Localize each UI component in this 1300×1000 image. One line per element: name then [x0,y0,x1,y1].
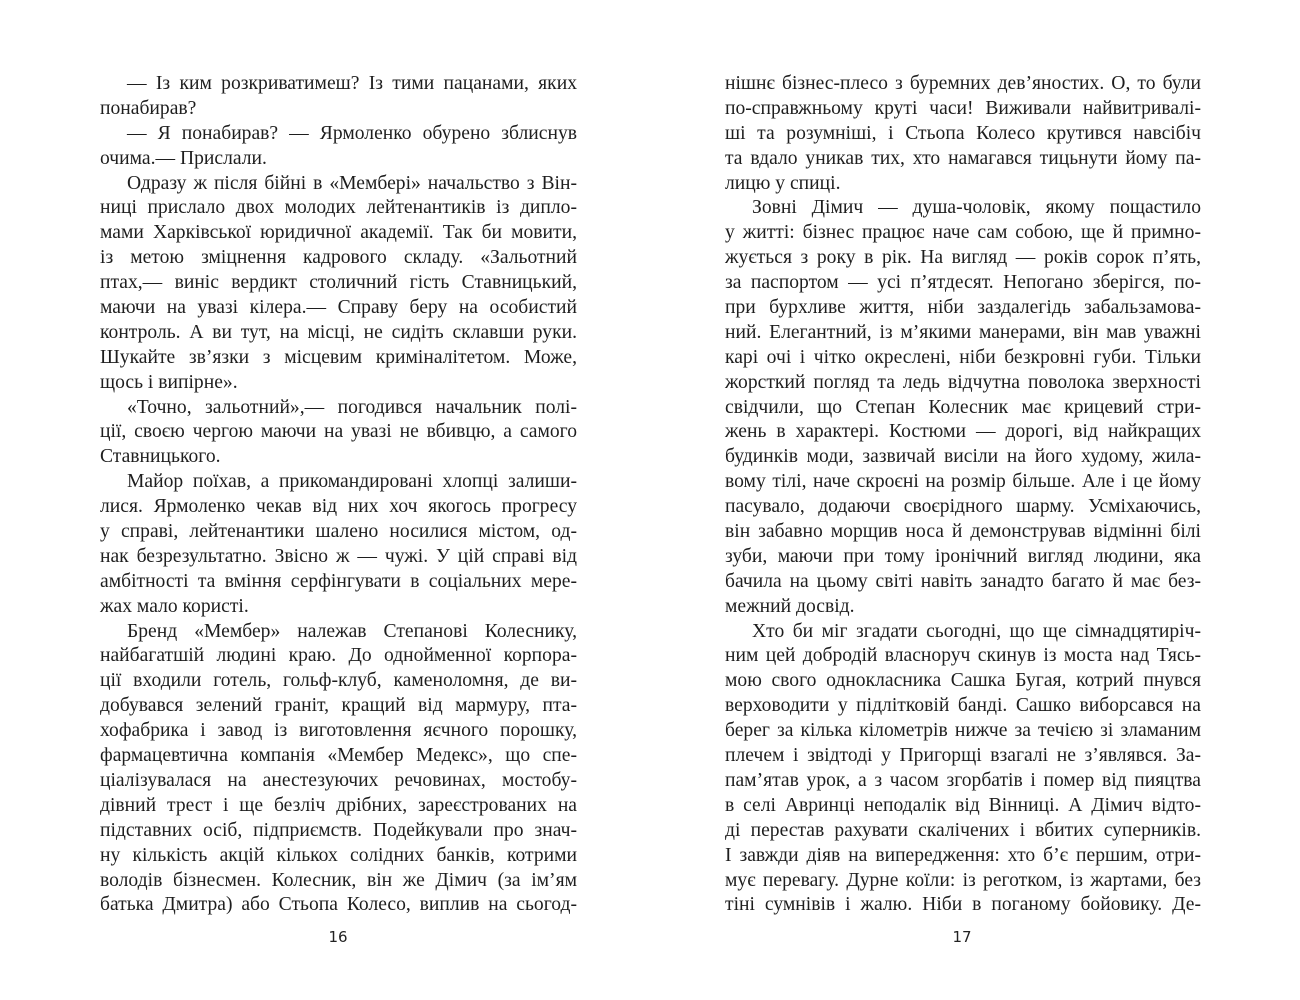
text-line: Зовні Дімич — душа-чоловік, якому пощастило [752,197,1201,219]
text-line: межний досвід. [725,595,855,617]
text-line: маючи на увазі кілера.— Справу беру на особистий [100,297,577,319]
text-line: тіні сумнівів і жалю. Ніби в поганому бойовику. Де- [725,894,1201,916]
text-line: амбітності та вміння серфінгувати в соціальних мере- [100,570,577,592]
text-line: підставних осіб, підприємств. Подейкували про знач- [100,819,577,841]
text-line: І завжди діяв на випередження: хто б’є першим, отри- [725,844,1201,866]
text-line: Майор поїхав, а прикомандировані хлопці залиши- [127,471,577,493]
text-line: птах,— виніс вердикт столичний гість Ставницький, [100,272,577,294]
text-line: ції входили готель, гольф-клуб, каменоломня, де ви- [100,670,577,692]
text-line: щось і випірне». [100,371,238,393]
text-line: мує перевагу. Дурне коїли: із реготком, із жартами, без [725,869,1201,891]
text-line: у житті: бізнес працює наче сам собою, ще й примно- [725,222,1201,244]
text-line: та вдало уникав тих, хто намагався тицьнути йому па- [725,147,1201,169]
page-number-left: 16 [328,928,348,946]
text-line: володів бізнесмен. Колесник, він же Дімич (за ім’ям [100,869,577,891]
right-page [650,0,1300,1000]
text-line: Бренд «Мембер» належав Степанові Колеснику, [127,620,577,642]
text-line: ші та розумніші, і Стьопа Колесо крутився навсібіч [725,122,1201,144]
text-line: лицю у спиці. [725,172,841,194]
text-line: будинків моди, зазвичай висіли на його худому, жила- [725,446,1201,468]
text-line: ниці прислало двох молодих лейтенантиків із дипло- [100,197,577,219]
text-line: лися. Ярмоленко чекав від них хоч якогось прогресу [100,496,577,518]
text-line: фармацевтична компанія «Мембер Медекс», що спе- [100,745,577,767]
text-line: хофабрика і завод із виготовлення яєчного порошку, [100,720,577,742]
text-line: нак безрезультатно. Звісно ж — чужі. У цій справі від [100,545,577,567]
text-line: пам’ятав урок, а з часом згорбатів і помер від пияцтва [725,769,1201,791]
left-page-body-text [100,72,577,918]
text-line: в селі Авринці неподалік від Вінниці. А Дімич відто- [725,794,1201,816]
text-line: понабирав? [100,97,197,119]
text-line: свідчили, що Степан Колесник має крицевий стри- [725,396,1201,418]
text-line: Хто би міг згадати сьогодні, що ще сімнадцятиріч- [752,620,1201,642]
text-line: у справі, лейтенантики шалено носилися містом, од- [100,521,577,543]
text-line: бачила на цьому світі навіть занадто багато й має без- [725,570,1201,592]
text-line: із метою зміцнення кадрового складу. «Зальотний [100,247,577,269]
text-line: Ставницького. [100,446,221,468]
text-line: ді перестав рахувати скалічених і вбитих суперників. [725,819,1201,841]
text-line: при бурхливе життя, ніби заздалегідь забальзамова- [725,297,1201,319]
text-line: мами Харківської юридичної академії. Так би мовити, [100,222,577,244]
text-line: верховодити у підлітковій банді. Сашко виборсався на [725,695,1201,717]
text-line: жах мало користі. [100,595,249,617]
text-line: він забавно морщив носа й демонстрував відмінні білі [725,521,1201,543]
text-line: жорсткий погляд та ледь відчутна поволока зверхності [725,371,1201,393]
text-line: найбагатшій людині краю. До однойменної корпора- [100,645,577,667]
text-line: жується з року в рік. На вигляд — років сорок п’ять, [725,247,1201,269]
text-line: очима.— Прислали. [100,147,267,169]
text-line: — Із ким розкриватимеш? Із тими пацанами, яких [127,73,577,94]
text-line: Одразу ж після бійні в «Мембері» начальство з Він- [127,172,577,194]
text-line: ну кількість акцій кількох солідних банків, котрими [100,844,577,866]
text-line: ціалізувалася на анестезуючих речовинах, мостобу- [100,769,577,791]
text-line: вому тілі, наче скроєні на розмір більше. Але і це йому [725,471,1201,493]
text-line: пасувало, додаючи своєрідного шарму. Усміхаючись, [725,496,1201,518]
text-line: берег за кілька кілометрів нижче за течією зі зламаним [725,720,1201,742]
text-line: нішнє бізнес-плесо з буремних дев’яностих. О, то були [725,73,1201,94]
text-line: Шукайте зв’язки з місцевим криміналітетом. Може, [100,346,577,368]
text-line: дівний трест і ще безліч дрібних, зареєстрованих на [100,794,577,816]
text-line: батька Дмитра) або Стьопа Колесо, виплив на сьогод- [100,894,577,916]
text-line: по-справжньому круті часи! Виживали найвитривалі- [725,97,1201,119]
right-page-body-text [725,72,1201,918]
text-line: карі очі і чітко окреслені, ніби безкровні губи. Тільки [725,346,1201,368]
page-number-right: 17 [952,928,972,946]
text-line: ним цей добродій власноруч скинув із моста над Тясь- [725,645,1201,667]
text-line: — Я понабирав? — Ярмоленко обурено зблиснув [127,122,577,144]
text-line: «Точно, зальотний»,— погодився начальник полі- [127,396,577,418]
text-line: мою свого однокласника Сашка Бугая, котрий пнувся [725,670,1201,692]
text-line: зуби, маючи при тому іронічний вигляд людини, яка [725,545,1201,567]
text-line: ний. Елегантний, із м’якими манерами, він мав уважні [725,321,1201,343]
text-line: ції, своєю чергою маючи на увазі не вбивцю, а самого [100,421,577,443]
text-line: плечем і звідтоді у Пригорщі взагалі не з’являвся. За- [725,745,1201,767]
text-line: добувався зелений граніт, кращий від мармуру, пта- [100,695,577,717]
text-line: жень в характері. Костюми — дорогі, від найкращих [725,421,1201,443]
text-line: за паспортом — усі п’ятдесят. Непогано зберігся, по- [725,272,1201,294]
text-line: контроль. А ви тут, на місці, не сидіть склавши руки. [100,321,577,343]
